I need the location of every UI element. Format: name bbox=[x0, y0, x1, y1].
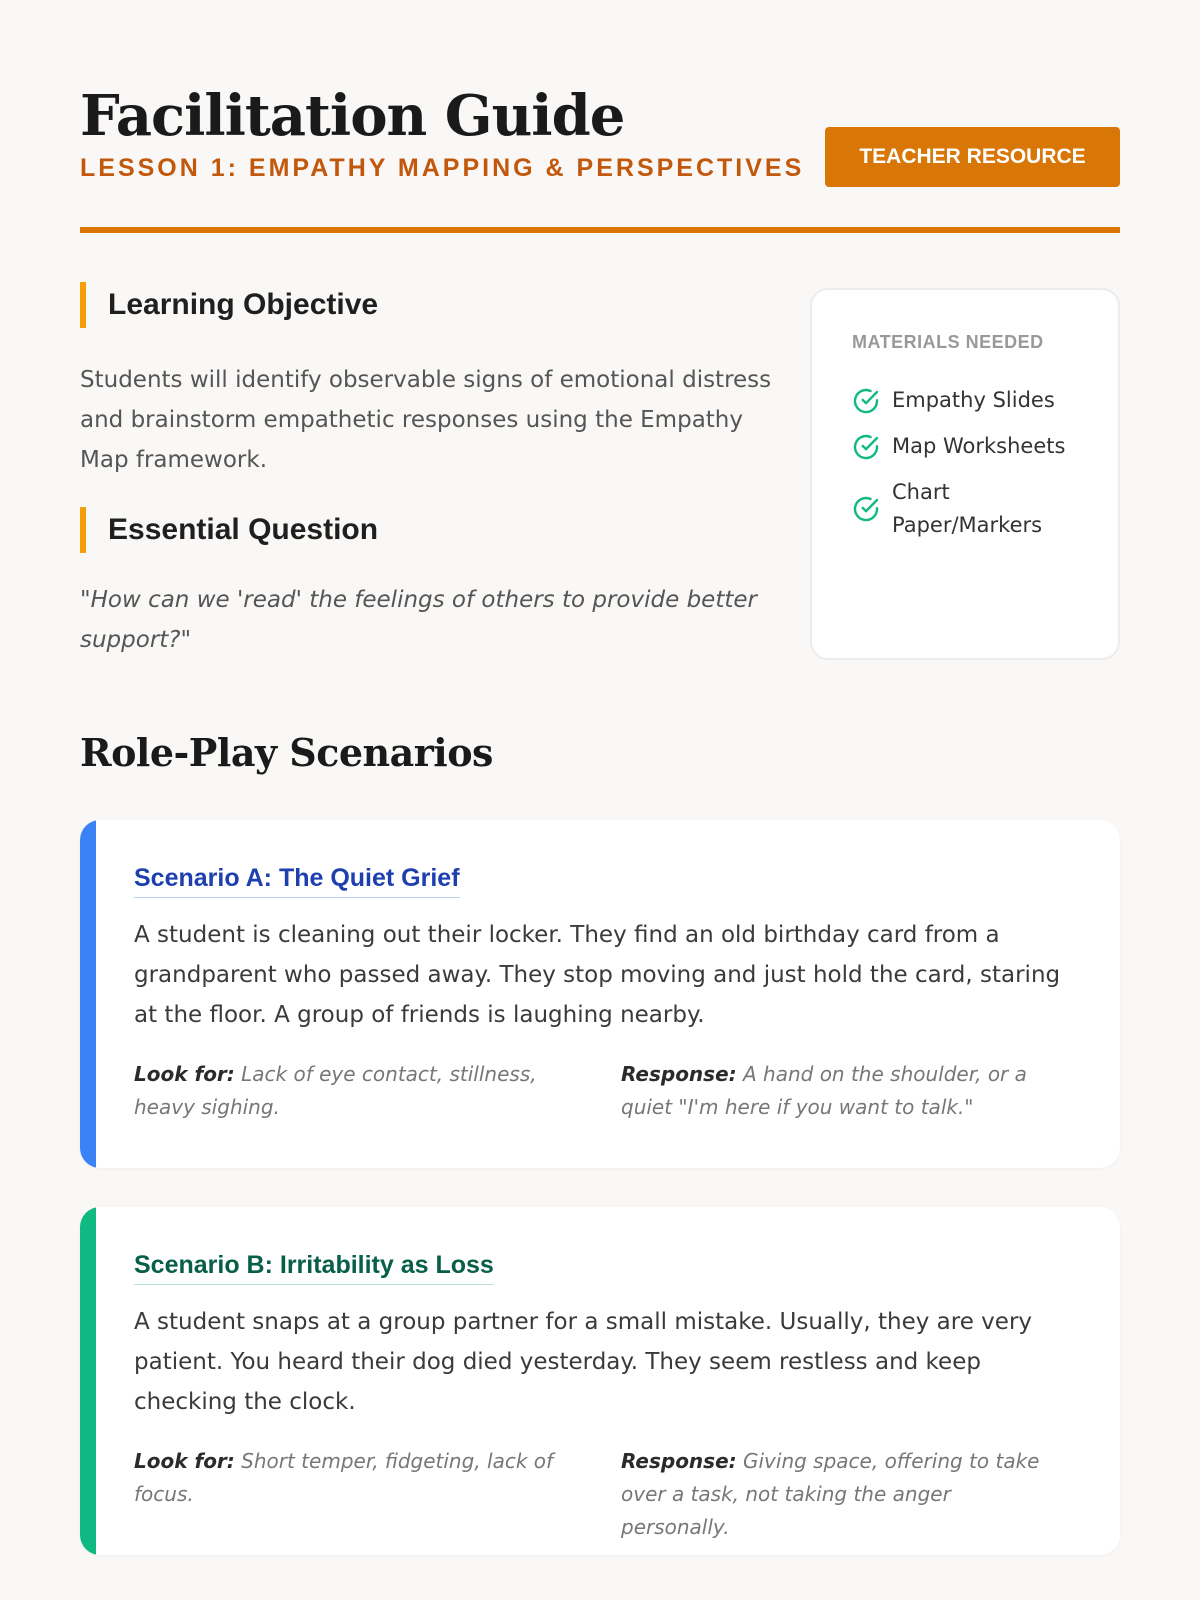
response-label: Response: bbox=[621, 1062, 737, 1086]
response-note bbox=[621, 1445, 1061, 1544]
materials-label: MATERIALS NEEDED bbox=[852, 332, 1044, 352]
page-title: Facilitation Guide bbox=[80, 83, 625, 149]
teacher-resource-badge: TEACHER RESOURCE bbox=[825, 127, 1120, 187]
header-divider bbox=[80, 227, 1120, 233]
look-for-text: Lack of eye contact, stillness, heavy sighing. bbox=[134, 1062, 537, 1119]
learning-objective-heading: Learning Objective bbox=[80, 282, 378, 328]
lesson-subtitle: LESSON 1: EMPATHY MAPPING & PERSPECTIVES bbox=[80, 154, 805, 182]
check-circle-icon bbox=[852, 387, 880, 415]
look-for-label: Look for: bbox=[134, 1449, 235, 1473]
material-label: Empathy Slides bbox=[892, 388, 1055, 412]
look-for-text: Short temper, fidgeting, lack of focus. bbox=[134, 1449, 554, 1506]
essential-question-heading: Essential Question bbox=[80, 507, 378, 553]
scenario-card-a bbox=[80, 820, 1120, 1168]
material-item bbox=[852, 384, 1055, 417]
check-circle-icon bbox=[852, 495, 880, 523]
scenario-accent-bar bbox=[80, 1207, 96, 1555]
response-text: A hand on the shoulder, or a quiet "I'm here if you want to talk." bbox=[621, 1062, 1027, 1119]
materials-card bbox=[810, 288, 1120, 660]
material-item bbox=[852, 430, 1065, 463]
role-play-heading: Role-Play Scenarios bbox=[80, 730, 493, 775]
response-label: Response: bbox=[621, 1449, 737, 1473]
scenario-title: Scenario B: Irritability as Loss bbox=[134, 1251, 494, 1285]
learning-objective-text: Students will identify observable signs of emotional distress and brainstorm empathetic responses using the Empathy Map framework. bbox=[80, 367, 772, 473]
look-for-note bbox=[134, 1445, 574, 1511]
material-label: Map Worksheets bbox=[892, 434, 1066, 458]
look-for-note bbox=[134, 1058, 574, 1124]
material-item bbox=[852, 476, 1072, 542]
facilitation-guide-page bbox=[80, 0, 1120, 1600]
scenario-accent-bar bbox=[80, 820, 96, 1168]
look-for-label: Look for: bbox=[134, 1062, 235, 1086]
scenario-title: Scenario A: The Quiet Grief bbox=[134, 864, 460, 898]
scenario-card-b bbox=[80, 1207, 1120, 1555]
material-label: Chart Paper/Markers bbox=[892, 480, 1043, 537]
essential-question-text: "How can we 'read' the feelings of others to provide better support?" bbox=[80, 587, 757, 653]
check-circle-icon bbox=[852, 433, 880, 461]
response-text: Giving space, offering to take over a task, not taking the anger personally. bbox=[621, 1449, 1040, 1539]
scenario-description: A student snaps at a group partner for a small mistake. Usually, they are very patient. You heard their dog died yesterday. They seem restless and keep checking the clock. bbox=[134, 1309, 1033, 1415]
scenario-description: A student is cleaning out their locker. They find an old birthday card from a grandparent who passed away. They stop moving and just hold the card, staring at the floor. A group of friends is laughing nearby. bbox=[134, 922, 1061, 1028]
response-note bbox=[621, 1058, 1061, 1124]
